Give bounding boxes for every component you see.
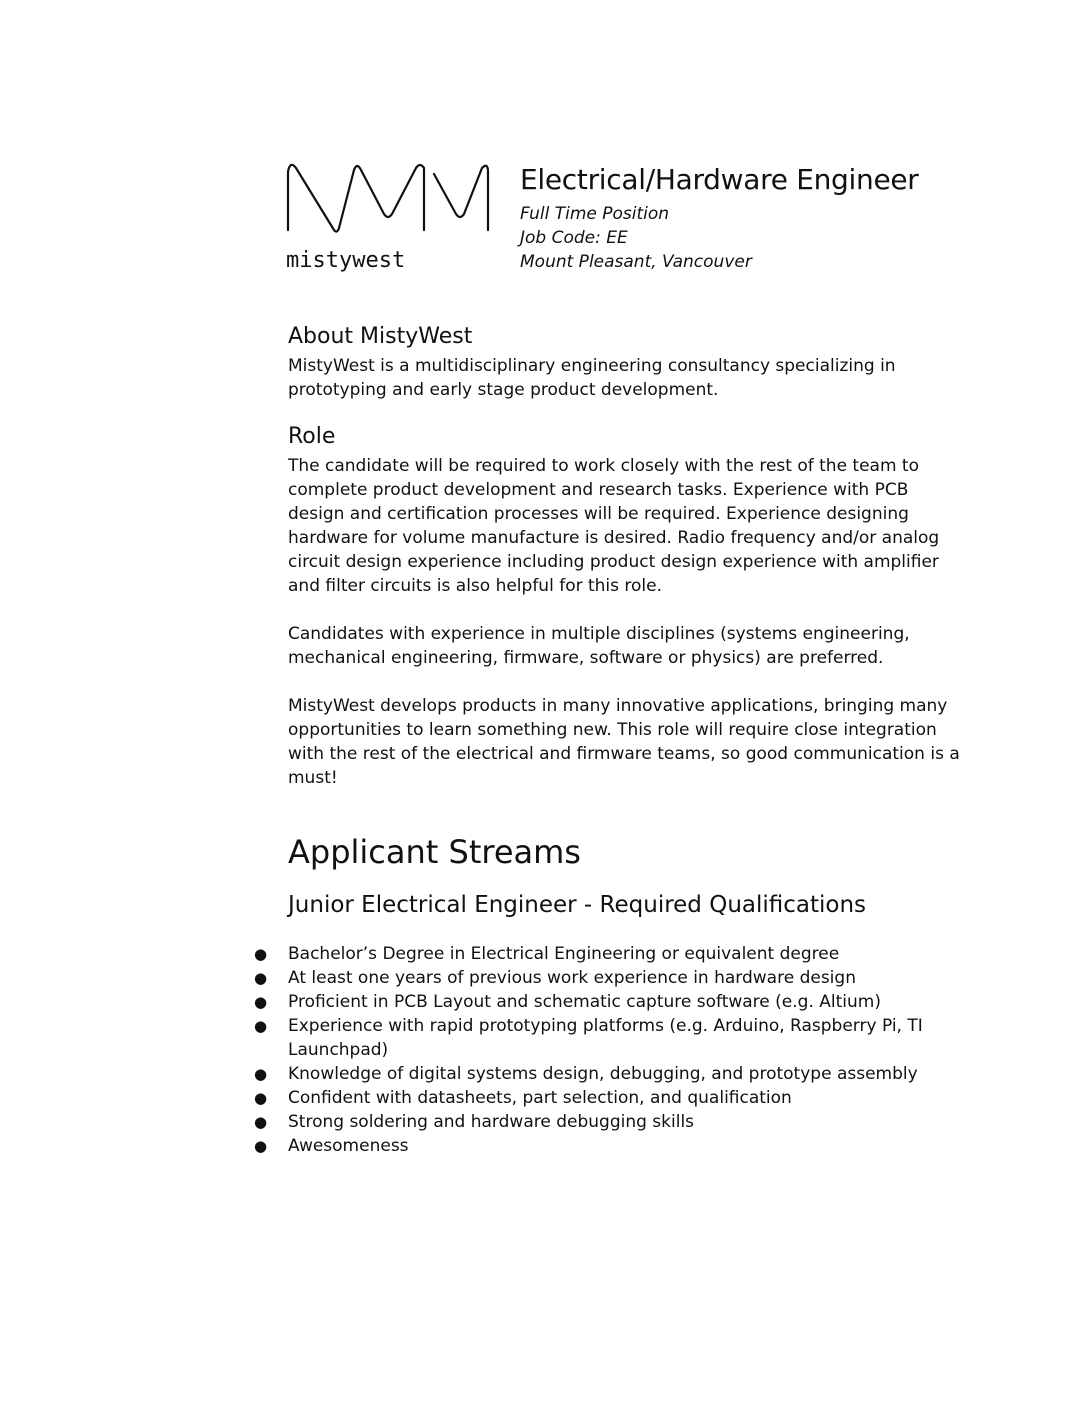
bullet-icon: ● [254,1065,268,1083]
bullet-icon: ● [254,1113,268,1131]
job-meta-employment: Full Time Position [520,204,670,224]
job-title: Electrical/Hardware Engineer [520,163,919,196]
list-item: ● Strong soldering and hardware debugging skills [254,1112,695,1132]
list-item: ● Awesomeness [254,1136,409,1156]
bullet-icon: ● [254,969,268,987]
bullet-icon: ● [254,1137,268,1155]
role-paragraph-1: The candidate will be required to work closely with the rest of the team to complete product development and research tasks. Experience with PCB design and certification processes will be required. Experience designing hardware for volume manufacture is desired. Radio frequency and/or analog circuit design experience including product design experience with amplifier and filter circuits is also helpful for this role. [288,456,940,596]
bullet-icon: ● [254,945,268,963]
job-description [254,320,968,1158]
list-item: ● Experience with rapid prototyping platforms (e.g. Arduino, Raspberry Pi, TI Launchpad) [254,1016,923,1060]
list-item: ● At least one years of previous work experience in hardware design [254,968,856,988]
logo-wordmark: mistywest [286,248,406,273]
about-body: MistyWest is a multidisciplinary engineering consultancy specializing in prototyping and early stage product development. [288,356,896,400]
role-heading: Role [288,424,336,449]
list-item: ● Confident with datasheets, part selection, and qualification [254,1088,792,1108]
about-heading: About MistyWest [288,324,473,349]
bullet-icon: ● [254,1017,268,1035]
streams-heading: Applicant Streams [288,833,581,871]
job-meta-code: Job Code: EE [520,228,628,248]
list-item: ● Knowledge of digital systems design, debugging, and prototype assembly [254,1064,918,1084]
role-paragraph-3: MistyWest develops products in many innovative applications, bringing many opportunities to learn something new. This role will require close integration with the rest of the electrical and firmware teams, so good communication is a must! [288,696,960,788]
list-item: ● Proficient in PCB Layout and schematic capture software (e.g. Altium) [254,992,881,1012]
bullet-icon: ● [254,993,268,1011]
wave-logo-icon [284,158,494,242]
junior-qualifications-heading: Junior Electrical Engineer - Required Qualifications [288,892,867,918]
role-paragraph-2: Candidates with experience in multiple disciplines (systems engineering, mechanical engineering, firmware, software or physics) are preferred. [288,624,910,668]
qualifications-list [254,942,968,1158]
mistywest-logo [284,158,494,282]
list-item: ● Bachelor’s Degree in Electrical Engineering or equivalent degree [254,944,840,964]
bullet-icon: ● [254,1089,268,1107]
job-header [520,163,1020,274]
job-meta-location: Mount Pleasant, Vancouver [520,252,752,272]
